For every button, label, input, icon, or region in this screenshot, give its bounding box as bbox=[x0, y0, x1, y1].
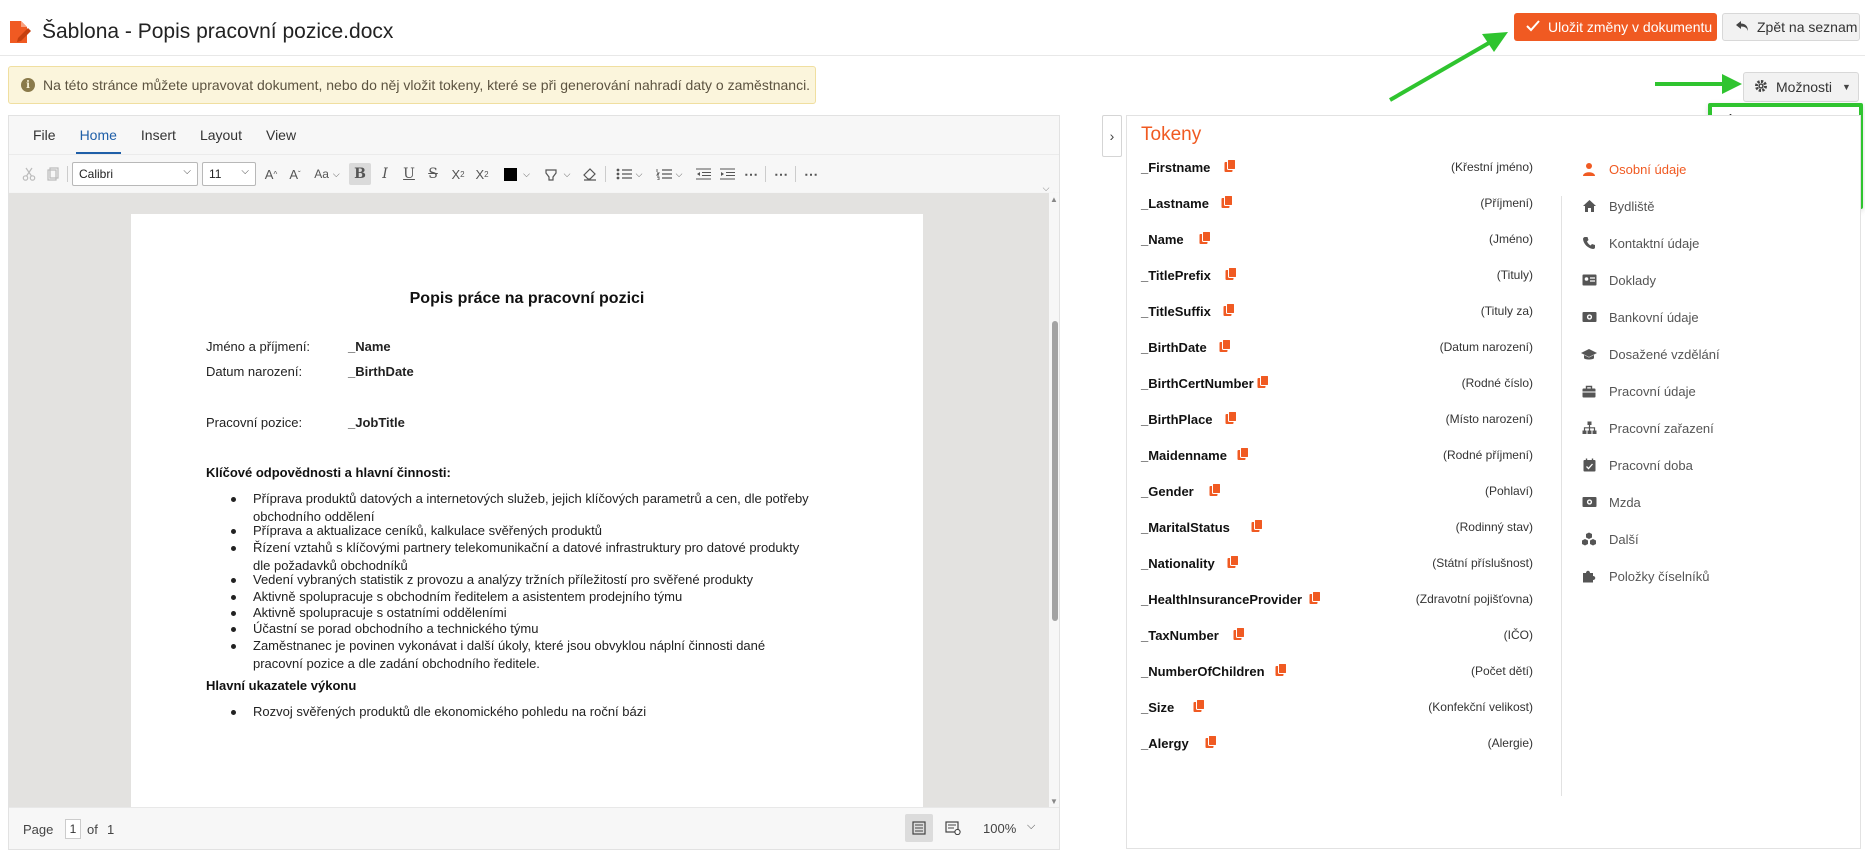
chevron-down-icon: ⌵ bbox=[183, 166, 191, 177]
token-row[interactable] bbox=[1141, 192, 1533, 216]
token-description: (Jméno) bbox=[1488, 232, 1533, 246]
back-to-list-label: Zpět na seznam bbox=[1757, 19, 1858, 35]
token-row[interactable] bbox=[1141, 300, 1533, 324]
copy-icon[interactable] bbox=[1219, 339, 1232, 353]
chevron-down-icon: ⌵ bbox=[563, 168, 571, 179]
category-item[interactable] bbox=[1581, 383, 1696, 399]
header-divider bbox=[0, 55, 1865, 56]
token-row[interactable] bbox=[1141, 264, 1533, 288]
token-description: (Rodné číslo) bbox=[1461, 376, 1533, 390]
annotation-arrow bbox=[1390, 32, 1508, 100]
token-description: (Alergie) bbox=[1487, 736, 1533, 750]
token-description: (Zdravotní pojišťovna) bbox=[1415, 592, 1533, 606]
document-title: Popis práce na pracovní pozici bbox=[409, 290, 645, 307]
strikethrough-icon[interactable]: S bbox=[428, 166, 438, 182]
token-name: _TaxNumber bbox=[1141, 628, 1219, 643]
briefcase-icon bbox=[1581, 383, 1597, 399]
page-title: Šablona - Popis pracovní pozice.docx bbox=[42, 20, 394, 43]
token-row[interactable] bbox=[1141, 156, 1533, 180]
money-icon bbox=[1581, 309, 1597, 325]
editor-status-bar bbox=[9, 807, 1059, 849]
web-layout-icon[interactable] bbox=[939, 814, 967, 842]
document-canvas bbox=[9, 193, 1049, 807]
chevron-down-icon: ⌵ bbox=[635, 168, 643, 179]
page-number-input[interactable]: 1 bbox=[65, 819, 81, 839]
section-heading: Hlavní ukazatele výkonu bbox=[206, 678, 357, 693]
token-name: _Alergy bbox=[1141, 736, 1189, 751]
copy-icon[interactable] bbox=[1221, 195, 1234, 209]
home-icon bbox=[1581, 198, 1597, 214]
puzzle-icon bbox=[1581, 568, 1597, 584]
list-item: Rozvoj svěřených produktů dle ekonomického pohledu na roční bázi bbox=[253, 703, 813, 721]
more-options-icon[interactable]: ⋯ bbox=[744, 165, 758, 182]
copy-icon[interactable] bbox=[1199, 231, 1212, 245]
token-row[interactable] bbox=[1141, 516, 1533, 540]
category-item[interactable] bbox=[1581, 235, 1699, 251]
collapse-ribbon-icon[interactable]: ⌵ bbox=[1042, 182, 1050, 193]
ribbon-toolbar bbox=[9, 154, 1059, 192]
total-pages: 1 bbox=[107, 822, 115, 837]
category-item[interactable] bbox=[1581, 161, 1686, 177]
token-name: _Name bbox=[1141, 232, 1184, 247]
copy-icon[interactable] bbox=[1251, 519, 1264, 533]
category-item[interactable] bbox=[1581, 531, 1639, 547]
copy-icon[interactable] bbox=[1275, 663, 1288, 677]
copy-format-icon[interactable] bbox=[43, 163, 63, 185]
copy-icon[interactable] bbox=[1224, 159, 1237, 173]
token-description: (Konfekční velikost) bbox=[1428, 700, 1533, 714]
copy-icon[interactable] bbox=[1205, 735, 1218, 749]
copy-icon[interactable] bbox=[1225, 267, 1238, 281]
category-item[interactable] bbox=[1581, 420, 1714, 436]
field-label: Jméno a příjmení: bbox=[206, 339, 311, 354]
field-token: _Name bbox=[348, 339, 391, 354]
category-item[interactable] bbox=[1581, 346, 1720, 362]
token-name: _Firstname bbox=[1141, 160, 1211, 175]
copy-icon[interactable] bbox=[1225, 411, 1238, 425]
change-case-label: Aa bbox=[314, 167, 329, 181]
caret-down-icon: ▼ bbox=[1842, 82, 1851, 92]
category-label: Kontaktní údaje bbox=[1609, 235, 1700, 251]
list-item: Účastní se porad obchodního a technického týmu bbox=[253, 620, 813, 638]
token-name: _HealthInsuranceProvider bbox=[1141, 592, 1303, 607]
print-layout-icon[interactable] bbox=[905, 814, 933, 842]
document-page[interactable] bbox=[131, 214, 923, 807]
highlight-button[interactable] bbox=[539, 163, 575, 185]
token-name: _NumberOfChildren bbox=[1141, 664, 1265, 679]
check-icon bbox=[1526, 19, 1540, 35]
token-name: _BirthDate bbox=[1141, 340, 1207, 355]
token-row[interactable] bbox=[1141, 444, 1533, 468]
scrollbar-thumb[interactable] bbox=[1052, 321, 1058, 621]
font-color-swatch bbox=[504, 168, 517, 181]
copy-icon[interactable] bbox=[1193, 699, 1206, 713]
money-icon bbox=[1581, 494, 1597, 510]
save-changes-label: Uložit změny v dokumentu bbox=[1548, 19, 1713, 35]
category-item[interactable] bbox=[1581, 272, 1656, 288]
token-description: (Místo narození) bbox=[1445, 412, 1533, 426]
category-label: Další bbox=[1609, 531, 1639, 547]
font-family-select[interactable] bbox=[72, 162, 198, 186]
bold-icon[interactable]: B bbox=[349, 163, 371, 185]
chevron-down-icon: ⌵ bbox=[523, 168, 530, 179]
tab-layout[interactable]: Layout bbox=[199, 127, 242, 143]
category-label: Osobní údaje bbox=[1609, 161, 1687, 177]
token-row[interactable] bbox=[1141, 732, 1533, 756]
token-row[interactable] bbox=[1141, 228, 1533, 252]
copy-icon[interactable] bbox=[1237, 447, 1250, 461]
token-name: _MaritalStatus bbox=[1141, 520, 1230, 535]
token-description: (Rodinný stav) bbox=[1455, 520, 1533, 534]
token-row[interactable] bbox=[1141, 408, 1533, 432]
category-item[interactable] bbox=[1581, 457, 1693, 473]
person-icon bbox=[1581, 161, 1597, 177]
chevron-down-icon: ⌵ bbox=[241, 166, 249, 177]
sitemap-icon bbox=[1581, 420, 1597, 436]
toolbar-divider bbox=[795, 166, 796, 182]
page-label: Page bbox=[23, 822, 54, 837]
token-description: (Počet dětí) bbox=[1470, 664, 1533, 678]
phone-icon bbox=[1581, 235, 1597, 251]
token-name: _BirthPlace bbox=[1141, 412, 1213, 427]
clear-formatting-icon[interactable] bbox=[579, 163, 601, 185]
bullet-list-icon bbox=[616, 168, 632, 180]
field-token: _BirthDate bbox=[348, 364, 414, 379]
category-item[interactable] bbox=[1581, 568, 1709, 584]
bullet-list-button[interactable] bbox=[611, 163, 647, 185]
shrink-font-icon[interactable]: A ˇ bbox=[289, 166, 301, 182]
back-to-list-button[interactable] bbox=[1722, 13, 1860, 41]
token-row[interactable] bbox=[1141, 624, 1533, 648]
decrease-indent-icon[interactable] bbox=[693, 163, 713, 185]
token-description: (Příjmení) bbox=[1480, 196, 1533, 210]
tab-insert[interactable]: Insert bbox=[140, 127, 176, 143]
token-description: (Státní příslušnost) bbox=[1432, 556, 1533, 570]
tab-view[interactable]: View bbox=[265, 127, 297, 143]
token-description: (IČO) bbox=[1503, 628, 1533, 642]
token-name: _TitlePrefix bbox=[1141, 268, 1211, 283]
more-options-icon[interactable]: ⋯ bbox=[774, 165, 788, 182]
numbered-list-button[interactable] bbox=[651, 163, 687, 185]
options-label: Možnosti bbox=[1776, 79, 1833, 95]
tokens-title: Tokeny bbox=[1141, 124, 1202, 145]
category-item[interactable] bbox=[1581, 309, 1699, 325]
cubes-icon bbox=[1581, 531, 1597, 547]
token-description: (Datum narození) bbox=[1439, 340, 1533, 354]
token-row[interactable] bbox=[1141, 480, 1533, 504]
token-name: _Maidenname bbox=[1141, 448, 1227, 463]
token-categories bbox=[1561, 156, 1856, 696]
id-card-icon bbox=[1581, 272, 1597, 288]
font-color-button[interactable] bbox=[499, 163, 535, 185]
token-name: _Lastname bbox=[1141, 196, 1209, 211]
back-arrow-icon bbox=[1735, 19, 1749, 35]
annotation-arrow bbox=[1655, 74, 1742, 94]
copy-icon[interactable] bbox=[1257, 375, 1270, 389]
font-size-value: 11 bbox=[209, 167, 222, 181]
list-item: Příprava produktů datových a internetových služeb, jejich klíčových parametrů a cen, dle potřeby obchodního oddělení bbox=[253, 490, 813, 526]
token-name: _Size bbox=[1141, 700, 1175, 715]
increase-indent-icon[interactable] bbox=[717, 163, 737, 185]
tab-file[interactable]: File bbox=[33, 127, 56, 143]
info-icon: i bbox=[21, 78, 35, 92]
chevron-down-icon: ⌵ bbox=[675, 168, 683, 179]
token-row[interactable] bbox=[1141, 588, 1533, 612]
gear-icon bbox=[1754, 79, 1768, 96]
token-description: (Pohlaví) bbox=[1484, 484, 1533, 498]
ribbon-tabs bbox=[9, 116, 1059, 154]
subscript-icon[interactable]: X 2 bbox=[475, 166, 489, 182]
category-item[interactable] bbox=[1581, 198, 1655, 214]
section-heading: Klíčové odpovědnosti a hlavní činnosti: bbox=[206, 465, 451, 480]
category-label: Pracovní zařazení bbox=[1609, 420, 1714, 436]
token-row[interactable] bbox=[1141, 372, 1533, 396]
token-name: _TitleSuffix bbox=[1141, 304, 1211, 319]
scroll-down-icon[interactable]: ▼ bbox=[1050, 797, 1058, 806]
field-label: Datum narození: bbox=[206, 364, 303, 379]
copy-icon[interactable] bbox=[1309, 591, 1322, 605]
category-label: Doklady bbox=[1609, 272, 1656, 288]
info-alert bbox=[8, 66, 816, 104]
token-name: _Gender bbox=[1141, 484, 1194, 499]
calendar-icon bbox=[1581, 457, 1597, 473]
copy-icon[interactable] bbox=[1209, 483, 1222, 497]
superscript-icon[interactable]: X 2 bbox=[451, 166, 465, 182]
field-label: Pracovní pozice: bbox=[206, 415, 303, 430]
token-description: (Tituly) bbox=[1496, 268, 1533, 282]
token-description: (Rodné příjmení) bbox=[1442, 448, 1533, 462]
token-description: (Tituly za) bbox=[1480, 304, 1533, 318]
list-item: Příprava a aktualizace ceníků, kalkulace svěřených produktů bbox=[253, 522, 813, 540]
tab-home[interactable]: Home bbox=[68, 116, 129, 154]
list-item: Aktivně spolupracuje s obchodním ředitelem a asistentem prodejního týmu bbox=[253, 588, 813, 606]
font-family-value: Calibri bbox=[79, 167, 114, 181]
zoom-level[interactable]: 100% bbox=[983, 821, 1017, 836]
numbered-list-icon bbox=[656, 168, 672, 180]
copy-icon[interactable] bbox=[1233, 627, 1246, 641]
options-button[interactable] bbox=[1743, 72, 1859, 102]
list-item: Aktivně spolupracuje s ostatními odděleními bbox=[253, 604, 813, 622]
token-name: _Nationality bbox=[1141, 556, 1215, 571]
cut-icon[interactable] bbox=[19, 163, 39, 185]
chevron-down-icon[interactable]: ⌵ bbox=[1027, 820, 1036, 832]
scroll-up-icon[interactable]: ▲ bbox=[1050, 195, 1058, 204]
field-token: _JobTitle bbox=[348, 415, 405, 430]
category-label: Položky číselníků bbox=[1609, 568, 1710, 584]
list-item: Zaměstnanec je povinen vykonávat i další úkoly, které jsou obvyklou náplní činnosti dané pracovní pozice a dle zadání obchodního ředitele. bbox=[253, 637, 813, 673]
category-label: Pracovní doba bbox=[1609, 457, 1693, 473]
token-name: _BirthCertNumber bbox=[1141, 376, 1254, 391]
italic-icon[interactable]: I bbox=[382, 166, 388, 182]
tokens-panel bbox=[1126, 115, 1861, 849]
token-description: (Křestní jméno) bbox=[1450, 160, 1533, 174]
token-row[interactable] bbox=[1141, 660, 1533, 684]
toolbar-divider bbox=[67, 166, 68, 182]
grow-font-icon[interactable]: A ^ bbox=[264, 166, 278, 182]
toolbar-divider bbox=[605, 166, 606, 182]
category-label: Pracovní údaje bbox=[1609, 383, 1696, 399]
document-editor bbox=[8, 115, 1060, 850]
highlight-icon bbox=[544, 167, 558, 181]
app-logo bbox=[8, 18, 34, 46]
token-row[interactable] bbox=[1141, 696, 1533, 720]
category-label: Bydliště bbox=[1609, 198, 1655, 214]
toolbar-divider bbox=[765, 166, 766, 182]
underline-icon[interactable]: U bbox=[403, 166, 415, 182]
change-case-button[interactable] bbox=[309, 163, 345, 185]
of-label: of bbox=[87, 822, 98, 837]
category-item[interactable] bbox=[1581, 494, 1641, 510]
category-label: Dosažené vzdělání bbox=[1609, 346, 1720, 362]
copy-icon[interactable] bbox=[1223, 303, 1236, 317]
copy-icon[interactable] bbox=[1227, 555, 1240, 569]
token-row[interactable] bbox=[1141, 336, 1533, 360]
info-alert-text: Na této stránce můžete upravovat dokument, nebo do něj vložit tokeny, které se při generování nahradí daty o zaměstnanci. bbox=[43, 77, 811, 93]
category-label: Bankovní údaje bbox=[1609, 309, 1699, 325]
save-changes-button[interactable] bbox=[1514, 13, 1717, 41]
chevron-right-icon[interactable]: › bbox=[1102, 115, 1122, 157]
list-item: Řízení vztahů s klíčovými partnery telekomunikační a datové infrastruktury pro datové produkty dle požadavků obchodníků bbox=[253, 539, 813, 575]
token-row[interactable] bbox=[1141, 552, 1533, 576]
chevron-down-icon: ⌵ bbox=[332, 168, 340, 179]
more-options-icon[interactable]: ⋯ bbox=[804, 165, 818, 182]
graduation-cap-icon bbox=[1581, 346, 1597, 362]
font-size-select[interactable] bbox=[202, 162, 256, 186]
category-label: Mzda bbox=[1609, 494, 1641, 510]
list-item: Vedení vybraných statistik z provozu a analýzy tržních příležitostí pro svěřené produkty bbox=[253, 571, 813, 589]
